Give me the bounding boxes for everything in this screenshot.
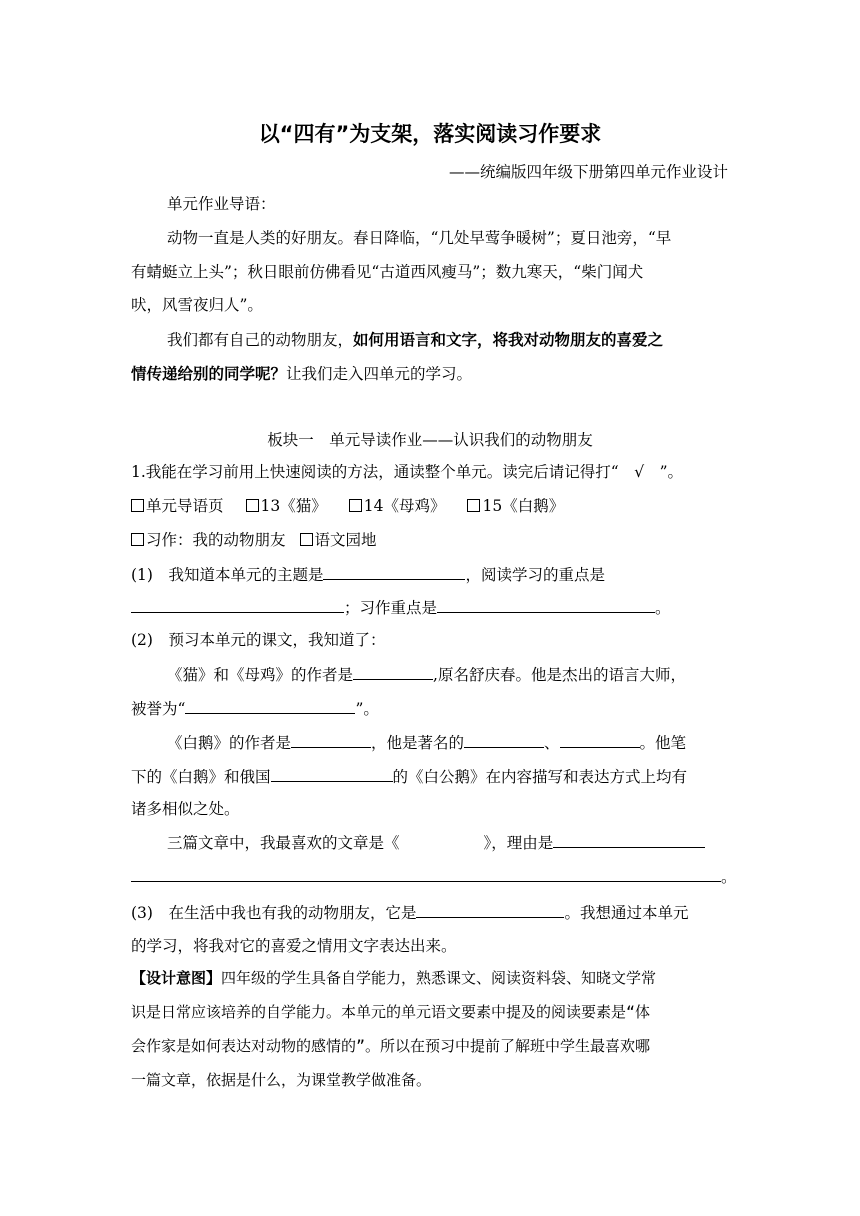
checklist-label: 15《白鹅》 bbox=[482, 497, 565, 515]
checklist-item[interactable] bbox=[349, 496, 446, 516]
question-1-1-line1 bbox=[131, 564, 605, 585]
question-1-2-line-a bbox=[167, 664, 686, 685]
question-1-2-line-e: 诸多相似之处。 bbox=[131, 800, 240, 818]
intro-text: 我们都有自己的动物朋友， bbox=[167, 331, 354, 349]
question-1-2-line-g bbox=[131, 866, 737, 887]
checklist-row-1 bbox=[131, 496, 586, 516]
question-text: (3) 在生活中我也有我的动物朋友，它是 bbox=[131, 904, 417, 922]
intro-paragraph2-line2 bbox=[131, 364, 472, 384]
answer-blank[interactable] bbox=[437, 597, 655, 613]
checklist-label: 语文园地 bbox=[314, 531, 377, 549]
checklist-label: 14《母鸡》 bbox=[363, 497, 446, 515]
question-1-1-line2 bbox=[131, 597, 671, 618]
question-text: 。我想通过本单元 bbox=[564, 904, 689, 922]
question-text: 的《白公鹅》在内容描写和表达方式上均有 bbox=[392, 768, 688, 786]
intro-bold-text: 情传递给别的同学呢？ bbox=[131, 365, 287, 383]
answer-blank[interactable] bbox=[353, 664, 433, 680]
question-text: ；习作重点是 bbox=[344, 599, 438, 617]
question-text: 《白鹅》的作者是 bbox=[167, 734, 292, 752]
question-text: 被誉为“ bbox=[131, 700, 186, 718]
question-text: 、 bbox=[544, 734, 560, 752]
checkbox[interactable] bbox=[349, 499, 362, 512]
question-text: 。他笔 bbox=[639, 734, 687, 752]
question-text: 《猫》和《母鸡》的作者是 bbox=[167, 666, 354, 684]
intro-paragraph-line: 动物一直是人类的好朋友。春日降临，“几处早莺争暖树”；夏日池旁，“早 bbox=[167, 229, 672, 247]
answer-blank[interactable] bbox=[131, 866, 721, 882]
checklist-item[interactable] bbox=[246, 496, 327, 516]
question-text: 下的《白鹅》和俄国 bbox=[131, 768, 271, 786]
question-text: 》，理由是 bbox=[483, 834, 554, 852]
question-text: 。 bbox=[655, 599, 671, 617]
question-text: ，他是著名的 bbox=[371, 734, 465, 752]
answer-blank[interactable] bbox=[323, 564, 465, 580]
design-intent-line1 bbox=[131, 968, 656, 988]
design-intent-label: 【设计意图】 bbox=[131, 969, 222, 987]
checklist-item[interactable] bbox=[131, 530, 286, 550]
checklist-item[interactable] bbox=[300, 530, 377, 550]
question-1-3-line2: 的学习，将我对它的喜爱之情用文字表达出来。 bbox=[131, 937, 457, 955]
answer-blank[interactable] bbox=[271, 766, 393, 782]
checklist-label: 13《猫》 bbox=[260, 497, 327, 515]
checklist-label: 习作：我的动物朋友 bbox=[146, 531, 286, 549]
intro-heading: 单元作业导语： bbox=[167, 195, 276, 213]
checkbox[interactable] bbox=[131, 499, 144, 512]
intro-text: 让我们走入四单元的学习。 bbox=[286, 365, 473, 383]
question-1-2-line-c bbox=[167, 732, 686, 753]
question-text: 。 bbox=[721, 868, 737, 886]
answer-blank[interactable] bbox=[291, 732, 371, 748]
intro-paragraph-line: 吠，风雪夜归人”。 bbox=[131, 296, 263, 314]
checkbox[interactable] bbox=[467, 499, 480, 512]
question-text: ”。 bbox=[355, 700, 379, 718]
section-heading: 板块一 单元导读作业——认识我们的动物朋友 bbox=[267, 431, 593, 449]
design-intent-line3: 会作家是如何表达对动物的感情的”。所以在预习中提前了解班中学生最喜欢哪 bbox=[131, 1037, 651, 1055]
question-1-2: (2) 预习本单元的课文，我知道了： bbox=[131, 631, 386, 649]
document-title: 以“四有”为支架，落实阅读习作要求 bbox=[258, 122, 602, 146]
answer-blank[interactable] bbox=[560, 732, 640, 748]
checklist-item[interactable] bbox=[467, 496, 564, 516]
question-text: (1) 我知道本单元的主题是 bbox=[131, 566, 324, 584]
question-1-2-line-b bbox=[131, 698, 379, 719]
question-text: ，阅读学习的重点是 bbox=[465, 566, 605, 584]
design-intent-line2: 识是日常应该培养的自学能力。本单元的单元语文要素中提及的阅读要素是“体 bbox=[131, 1003, 651, 1021]
checkbox[interactable] bbox=[300, 533, 313, 546]
answer-blank[interactable] bbox=[185, 698, 355, 714]
answer-blank[interactable] bbox=[131, 597, 344, 613]
intro-bold-text: 如何用语言和文字，将我对动物朋友的喜爱之 bbox=[353, 331, 664, 349]
answer-blank[interactable] bbox=[464, 732, 544, 748]
document-subtitle: ——统编版四年级下册第四单元作业设计 bbox=[448, 163, 728, 181]
question-1: 1.我能在学习前用上快速阅读的方法，通读整个单元。读完后请记得打“ √ ”。 bbox=[131, 463, 684, 481]
answer-blank[interactable] bbox=[416, 902, 564, 918]
question-1-2-line-d bbox=[131, 766, 687, 787]
checkbox[interactable] bbox=[246, 499, 259, 512]
intro-paragraph2-line1 bbox=[167, 330, 663, 350]
design-intent-line4: 一篇文章，依据是什么，为课堂教学做准备。 bbox=[131, 1071, 432, 1089]
checklist-row-2 bbox=[131, 530, 399, 550]
question-text: ,原名舒庆春。他是杰出的语言大师， bbox=[433, 666, 686, 684]
question-text: 三篇文章中，我最喜欢的文章是《 bbox=[167, 834, 400, 852]
intro-paragraph-line: 有蜻蜓立上头”；秋日眼前仿佛看见“古道西风瘦马”；数九寒天，“柴门闻犬 bbox=[131, 263, 644, 281]
design-intent-text: 四年级的学生具备自学能力，熟悉课文、阅读资料袋、知晓文学常 bbox=[221, 969, 657, 987]
answer-blank[interactable] bbox=[553, 832, 705, 848]
checkbox[interactable] bbox=[131, 533, 144, 546]
question-1-3-line1 bbox=[131, 902, 688, 923]
checklist-label: 单元导语页 bbox=[146, 497, 224, 515]
checklist-item[interactable] bbox=[131, 496, 224, 516]
question-1-2-line-f bbox=[167, 832, 705, 853]
